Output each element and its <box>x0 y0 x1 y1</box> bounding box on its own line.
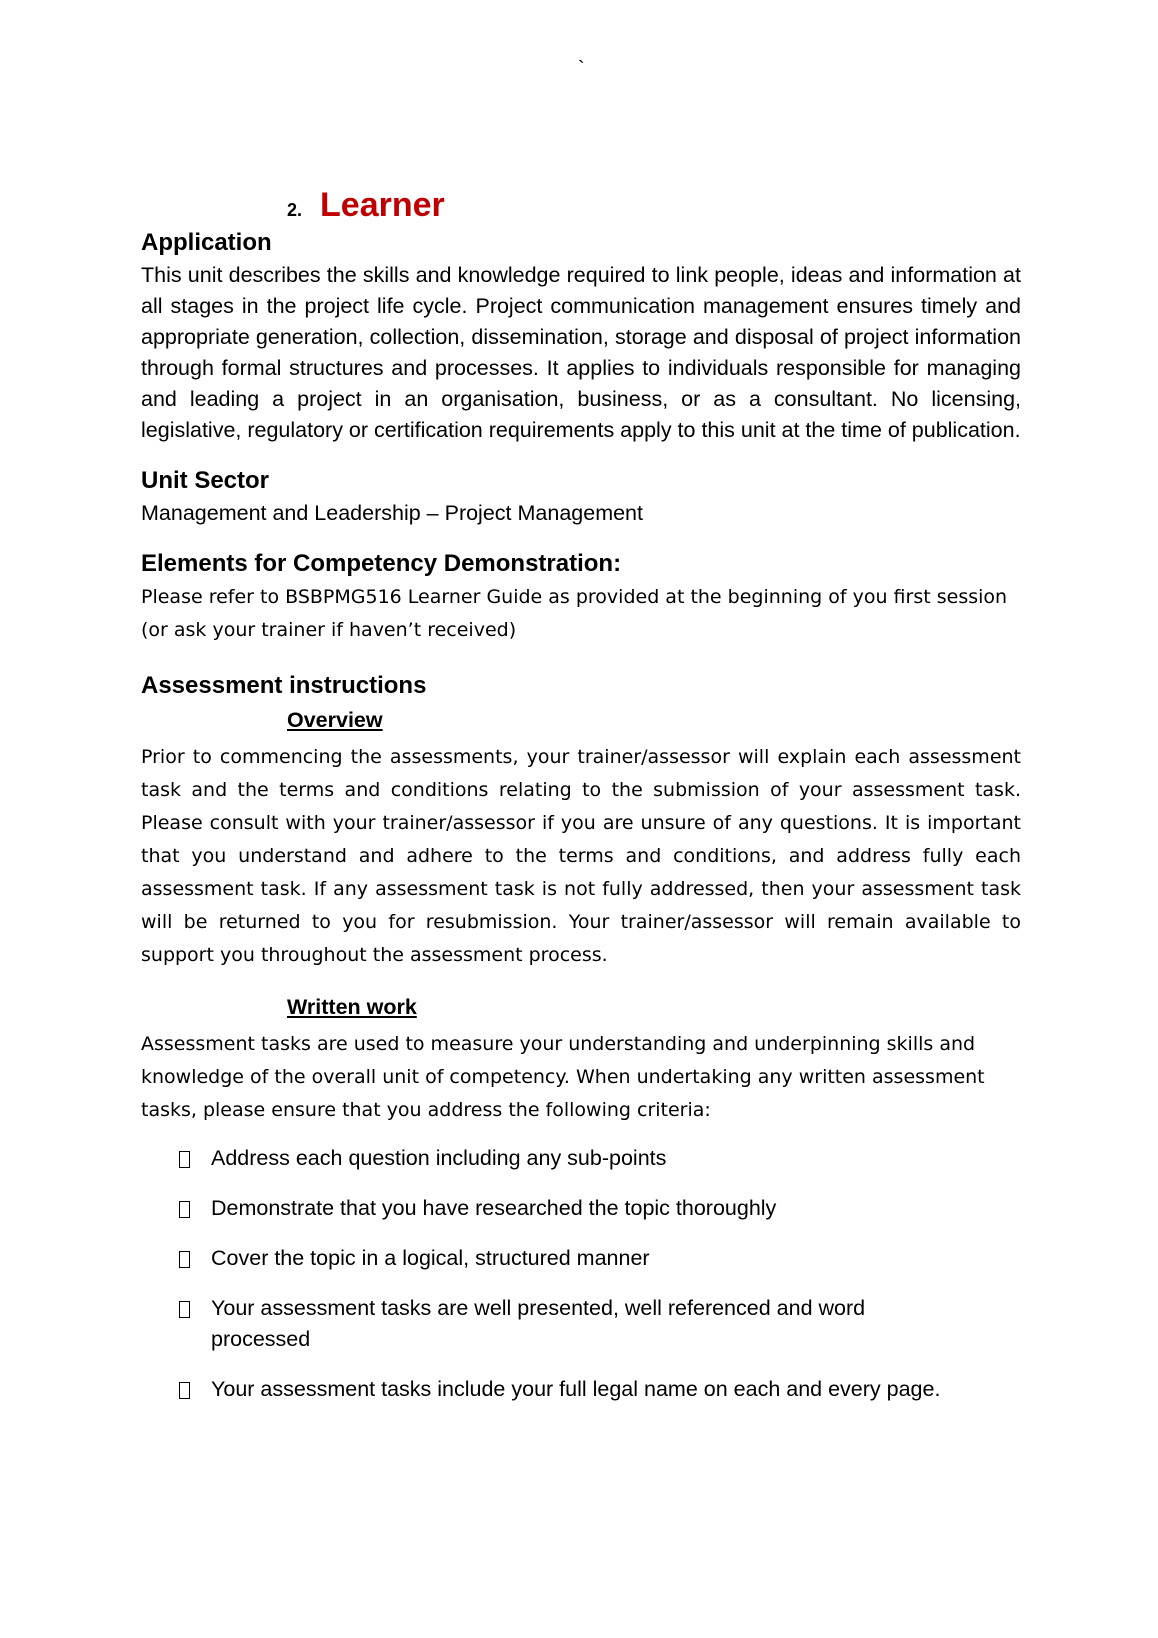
assessment-heading: Assessment instructions <box>141 672 427 699</box>
application-heading: Application <box>141 229 272 256</box>
criteria-text: Cover the topic in a logical, structured manner <box>211 1246 650 1270</box>
elements-heading: Elements for Competency Demonstration: <box>141 550 622 577</box>
page-title <box>287 186 445 225</box>
overview-heading: Overview <box>287 708 383 732</box>
elements-body-line1: Please refer to BSBPMG516 Learner Guide as provided at the beginning of you first session <box>141 586 1008 608</box>
list-item <box>141 1243 1021 1274</box>
application-body: This unit describes the skills and knowledge required to link people, ideas and information at all stages in the project life cycle. Project communication management ensures timely and appropriate generation, collection, dissemination, storage and disposal of project information through formal structures and processes. It applies to individuals responsible for managing and leading a project in an organisation, business, or as a consultant. No licensing, legislative, regulatory or certification requirements apply to this unit at the time of publication. <box>141 263 1021 442</box>
elements-body-line2: (or ask your trainer if haven’t received) <box>141 619 517 641</box>
written-work-line1: Assessment tasks are used to measure your understanding and underpinning skills and <box>141 1033 976 1055</box>
criteria-text: Your assessment tasks are well presented, well referenced and word processed <box>211 1296 866 1351</box>
criteria-text: Your assessment tasks include your full legal name on each and every page. <box>211 1377 941 1401</box>
elements-body <box>141 581 1021 647</box>
header-mark: ` <box>578 58 585 80</box>
written-work-heading: Written work <box>287 995 417 1019</box>
checkbox-bullet-icon <box>179 1151 190 1168</box>
title-number: 2. <box>287 200 303 220</box>
written-work-body <box>141 1028 1021 1127</box>
checkbox-bullet-icon <box>179 1382 190 1399</box>
written-work-line3: tasks, please ensure that you address the following criteria: <box>141 1099 711 1121</box>
list-item <box>141 1374 1021 1405</box>
overview-body: Prior to commencing the assessments, your trainer/assessor will explain each assessment task and the terms and conditions relating to the submission of your assessment task. Please consult with your trainer/assessor if you are unsure of any questions. It is important that you understand and adhere to the terms and conditions, and address fully each assessment task. If any assessment task is not fully addressed, then your assessment task will be returned to you for resubmission. Your trainer/assessor will remain available to support you throughout the assessment process. <box>141 746 1021 966</box>
criteria-text: Demonstrate that you have researched the topic thoroughly <box>211 1196 777 1220</box>
written-work-line2: knowledge of the overall unit of competency. When undertaking any written assessment <box>141 1066 985 1088</box>
unit-sector-body: Management and Leadership – Project Management <box>141 501 643 525</box>
criteria-list <box>141 1143 1021 1405</box>
checkbox-bullet-icon <box>179 1301 190 1318</box>
list-item <box>141 1293 1021 1355</box>
criteria-text: Address each question including any sub-points <box>211 1146 667 1170</box>
title-text: Learner <box>320 186 445 224</box>
checkbox-bullet-icon <box>179 1201 190 1218</box>
list-item <box>141 1193 1021 1224</box>
list-item <box>141 1143 1021 1174</box>
document-content <box>141 226 1021 1424</box>
unit-sector-heading: Unit Sector <box>141 467 270 494</box>
checkbox-bullet-icon <box>179 1251 190 1268</box>
